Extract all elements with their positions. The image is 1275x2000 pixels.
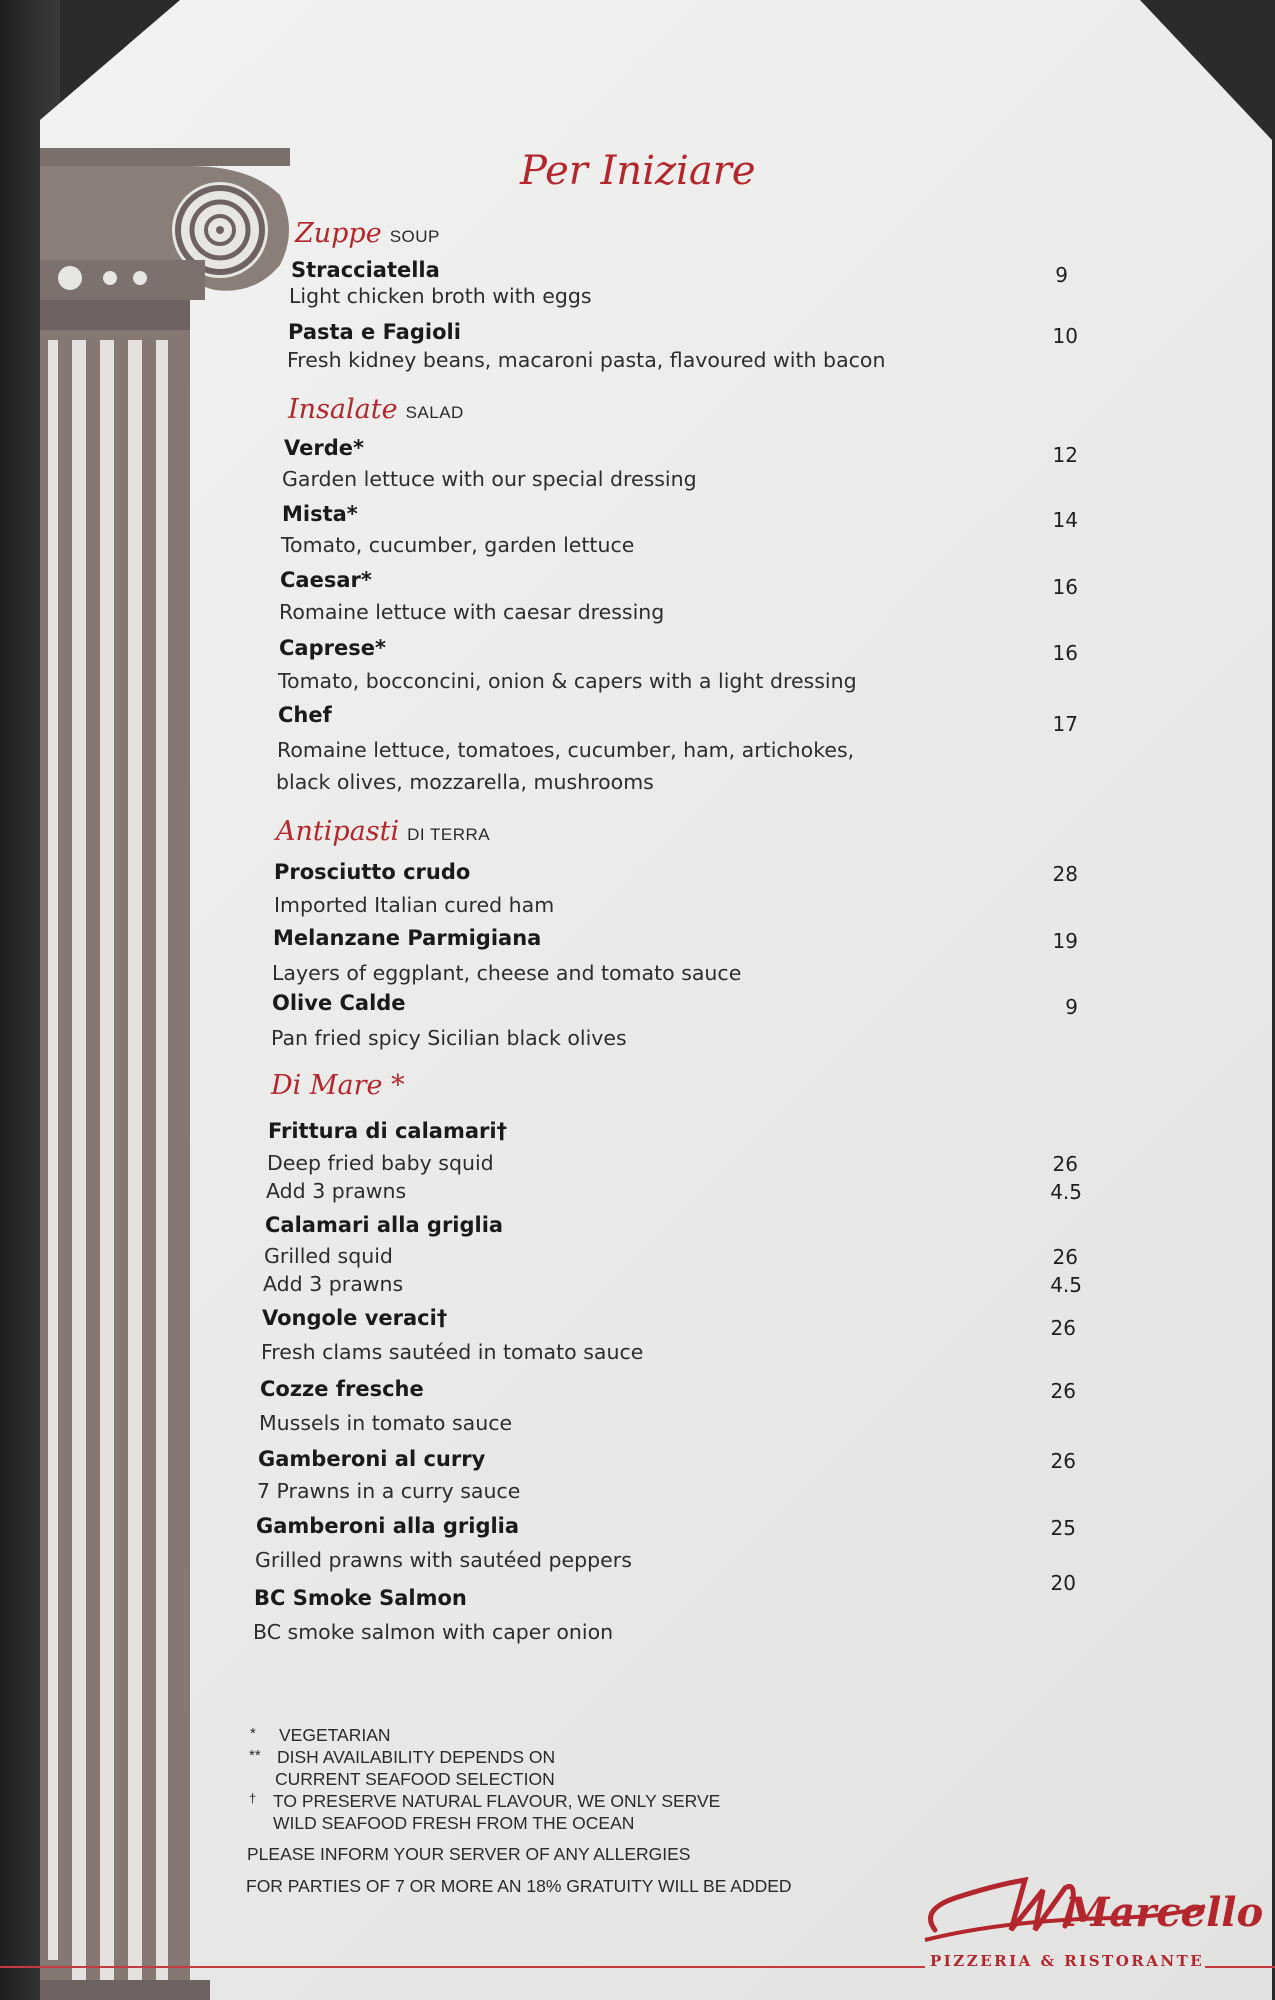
note-vegetarian: VEGETARIAN — [279, 1725, 391, 1745]
section-insalate-subtitle: SALAD — [405, 403, 464, 422]
menu-item-name: Melanzane Parmigiana — [273, 926, 542, 950]
menu-item-description: Tomato, bocconcini, onion & capers with a light dressing — [278, 669, 857, 693]
menu-item-name: Verde* — [284, 436, 364, 460]
menu-item-name: Prosciutto crudo — [274, 860, 471, 884]
menu-item-name: Frittura di calamari† — [268, 1119, 508, 1143]
menu-item-name: Caprese* — [279, 636, 386, 660]
menu-item-name: Calamari alla griglia — [265, 1213, 504, 1237]
menu-item-description: Grilled squid — [264, 1244, 393, 1268]
menu-item-description: BC smoke salmon with caper onion — [253, 1620, 614, 1644]
menu-item-name: Olive Calde — [272, 991, 406, 1015]
menu-item-price: 16 — [1052, 641, 1078, 665]
page-title: Per Iniziare — [520, 148, 756, 194]
menu-item-description: Romaine lettuce, tomatoes, cucumber, ham, artichokes, — [277, 738, 855, 762]
menu-item-description: Light chicken broth with eggs — [289, 284, 592, 308]
menu-item-description: Garden lettuce with our special dressing — [282, 467, 697, 491]
menu-item-price: 20 — [1050, 1571, 1076, 1595]
menu-item-name: BC Smoke Salmon — [254, 1586, 467, 1610]
footer-rule-left — [0, 1966, 925, 1968]
menu-item-description: Tomato, cucumber, garden lettuce — [281, 533, 635, 557]
menu-item-price: 26 — [1050, 1316, 1076, 1340]
menu-item-price: 10 — [1052, 324, 1078, 348]
menu-item-price: 26 — [1052, 1152, 1078, 1176]
menu-item-price: 28 — [1052, 862, 1078, 886]
menu-item-description: Mussels in tomato sauce — [259, 1411, 513, 1435]
menu-item-price: 9 — [1055, 263, 1068, 287]
menu-item-description: 7 Prawns in a curry sauce — [257, 1479, 521, 1503]
menu-page — [40, 0, 1272, 2000]
menu-item-price: 16 — [1052, 575, 1078, 599]
menu-item-name: Pasta e Fagioli — [288, 320, 461, 344]
menu-item-addon-price: 4.5 — [1050, 1180, 1082, 1204]
section-insalate — [288, 394, 464, 425]
menu-item-description: Deep fried baby squid — [267, 1151, 494, 1175]
logo-wordmark: Marcello — [1065, 1889, 1264, 1936]
menu-item-price: 26 — [1050, 1379, 1076, 1403]
menu-item-name: Gamberoni al curry — [258, 1447, 486, 1471]
menu-item-price: 26 — [1050, 1449, 1076, 1473]
logo-tagline: PIZZERIA & RISTORANTE — [930, 1952, 1205, 1970]
menu-item-name: Gamberoni alla griglia — [256, 1514, 520, 1538]
section-zuppe — [295, 218, 440, 249]
menu-item-price: 26 — [1052, 1245, 1078, 1269]
menu-item-description: Layers of eggplant, cheese and tomato sauce — [272, 961, 742, 985]
menu-item-name: Caesar* — [280, 568, 372, 592]
menu-item-name: Chef — [278, 703, 332, 727]
section-antipasti-subtitle: DI TERRA — [407, 825, 491, 844]
note-marker: † — [249, 1791, 257, 1806]
section-zuppe-subtitle: SOUP — [389, 227, 440, 246]
menu-item-addon: Add 3 prawns — [266, 1179, 407, 1203]
note-gratuity: FOR PARTIES OF 7 OR MORE AN 18% GRATUITY WILL BE ADDED — [246, 1876, 792, 1896]
menu-item-description: Fresh kidney beans, macaroni pasta, flavoured with bacon — [287, 348, 886, 372]
restaurant-logo — [915, 1860, 1264, 1950]
menu-item-addon: Add 3 prawns — [263, 1272, 404, 1296]
section-antipasti — [276, 816, 490, 847]
menu-item-price: 19 — [1052, 929, 1078, 953]
menu-item-name: Cozze fresche — [260, 1377, 424, 1401]
note-marker: * — [250, 1725, 256, 1742]
section-zuppe-title: Zuppe — [295, 218, 382, 249]
menu-item-description: Fresh clams sautéed in tomato sauce — [261, 1340, 644, 1364]
menu-item-name: Mista* — [282, 502, 358, 526]
menu-item-name: Vongole veraci† — [262, 1306, 448, 1330]
note-availability-line2: CURRENT SEAFOOD SELECTION — [275, 1769, 555, 1789]
footer-rule-right — [1205, 1966, 1275, 1968]
note-wild-seafood: TO PRESERVE NATURAL FLAVOUR, WE ONLY SERVE — [273, 1791, 721, 1811]
menu-item-description: Grilled prawns with sautéed peppers — [255, 1548, 632, 1572]
menu-item-description: Imported Italian cured ham — [274, 893, 555, 917]
note-availability: DISH AVAILABILITY DEPENDS ON — [277, 1747, 556, 1767]
menu-item-price: 9 — [1065, 995, 1078, 1019]
note-wild-seafood-line2: WILD SEAFOOD FRESH FROM THE OCEAN — [273, 1813, 635, 1833]
menu-item-description: Romaine lettuce with caesar dressing — [279, 600, 665, 624]
note-allergies: PLEASE INFORM YOUR SERVER OF ANY ALLERGIES — [247, 1844, 691, 1864]
menu-item-price: 12 — [1052, 443, 1078, 467]
section-di-mare-title: Di Mare * — [271, 1070, 405, 1101]
menu-item-description: Pan fried spicy Sicilian black olives — [271, 1026, 627, 1050]
section-insalate-title: Insalate — [288, 394, 398, 425]
note-marker: ** — [249, 1747, 261, 1764]
menu-item-price: 14 — [1052, 508, 1078, 532]
menu-item-description: black olives, mozzarella, mushrooms — [276, 770, 654, 794]
menu-item-name: Stracciatella — [291, 258, 440, 282]
menu-item-price: 17 — [1052, 712, 1078, 736]
section-antipasti-title: Antipasti — [276, 816, 400, 847]
menu-item-price: 25 — [1050, 1516, 1076, 1540]
menu-item-addon-price: 4.5 — [1050, 1273, 1082, 1297]
section-di-mare — [271, 1070, 405, 1101]
